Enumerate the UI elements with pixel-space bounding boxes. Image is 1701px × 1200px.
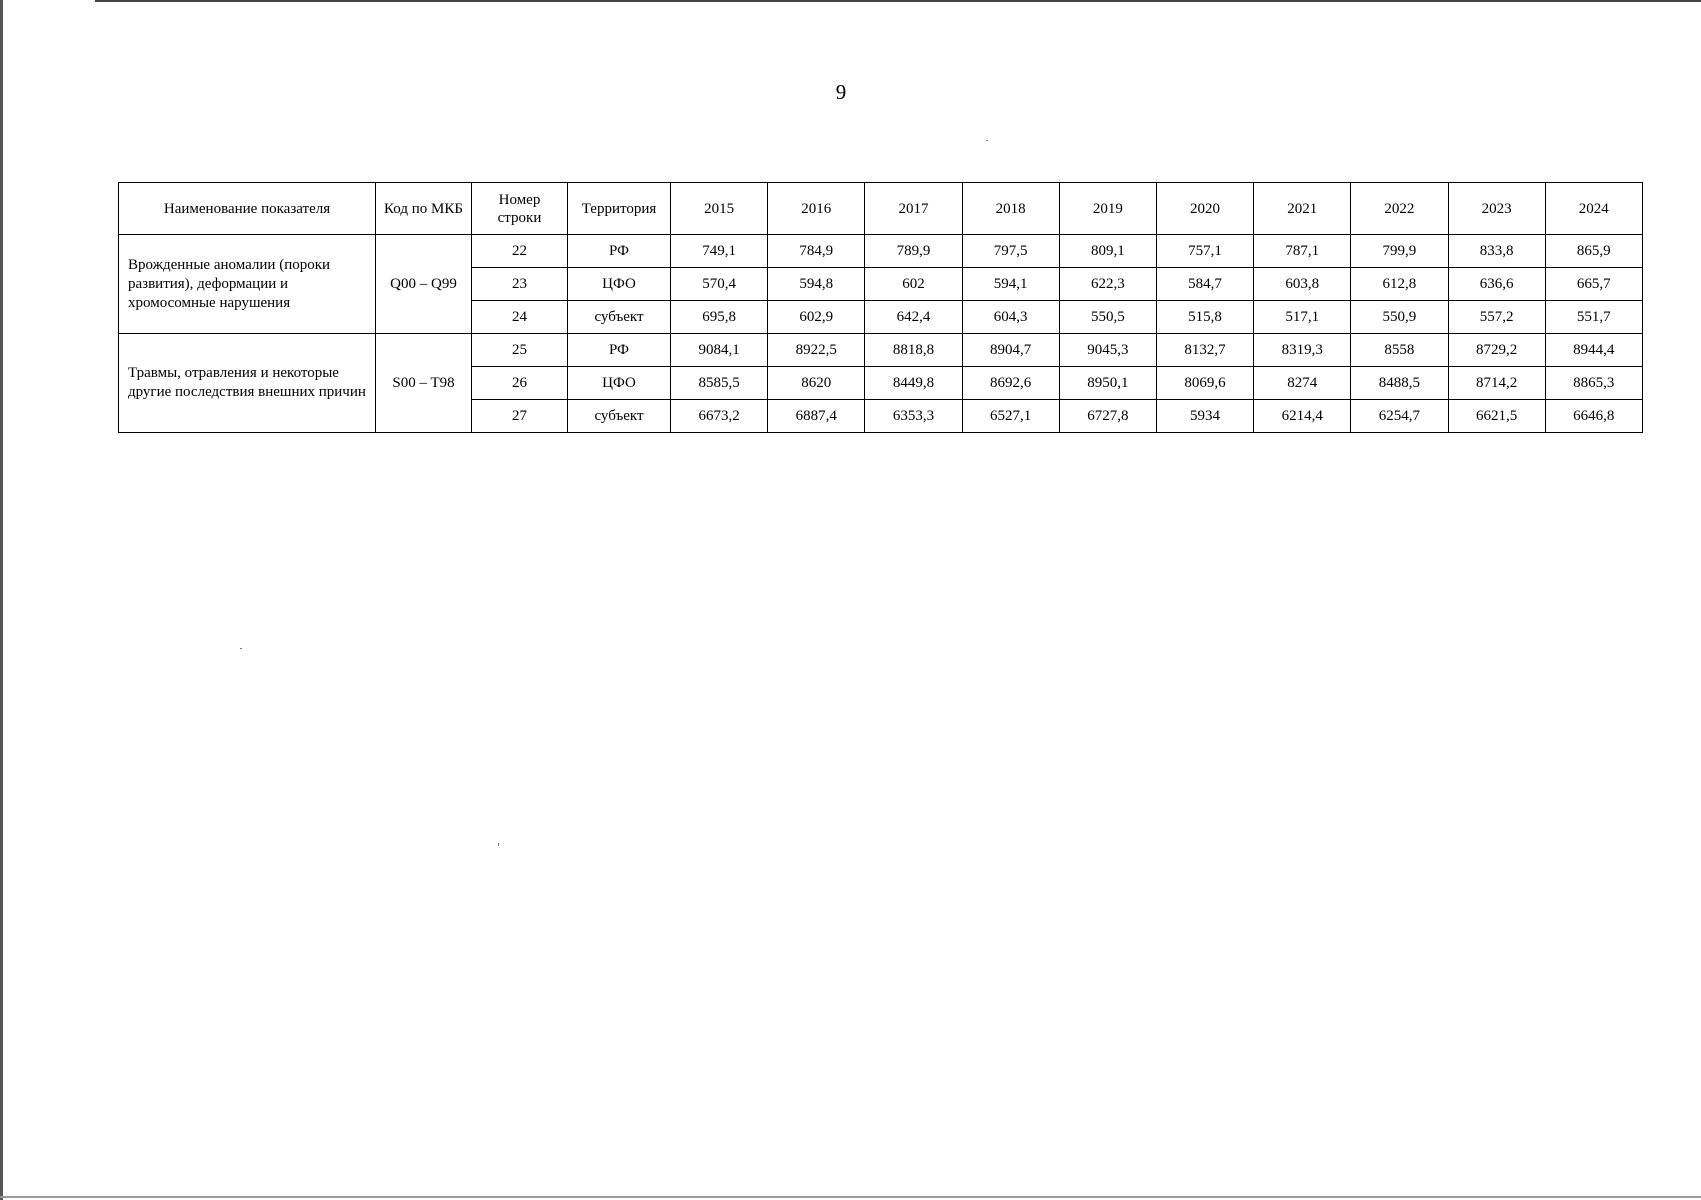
value-cell: 6254,7 bbox=[1351, 400, 1448, 433]
header-year: 2021 bbox=[1254, 183, 1351, 235]
value-cell: 622,3 bbox=[1059, 268, 1156, 301]
value-cell: 8729,2 bbox=[1448, 334, 1545, 367]
value-cell: 8132,7 bbox=[1156, 334, 1253, 367]
value-cell: 6621,5 bbox=[1448, 400, 1545, 433]
value-cell: 9084,1 bbox=[671, 334, 768, 367]
value-cell: 642,4 bbox=[865, 301, 962, 334]
value-cell: 8319,3 bbox=[1254, 334, 1351, 367]
value-cell: 8865,3 bbox=[1545, 367, 1642, 400]
territory: субъект bbox=[568, 301, 671, 334]
table-row bbox=[119, 235, 1643, 268]
value-cell: 5934 bbox=[1156, 400, 1253, 433]
value-cell: 8449,8 bbox=[865, 367, 962, 400]
line-number: 27 bbox=[472, 400, 568, 433]
territory: ЦФО bbox=[568, 268, 671, 301]
value-cell: 789,9 bbox=[865, 235, 962, 268]
territory: РФ bbox=[568, 334, 671, 367]
value-cell: 6214,4 bbox=[1254, 400, 1351, 433]
scan-speck bbox=[498, 843, 499, 846]
value-cell: 6673,2 bbox=[671, 400, 768, 433]
value-cell: 584,7 bbox=[1156, 268, 1253, 301]
value-cell: 8274 bbox=[1254, 367, 1351, 400]
value-cell: 8818,8 bbox=[865, 334, 962, 367]
icd-code: Q00 – Q99 bbox=[376, 235, 472, 334]
value-cell: 8585,5 bbox=[671, 367, 768, 400]
value-cell: 602 bbox=[865, 268, 962, 301]
header-year: 2019 bbox=[1059, 183, 1156, 235]
value-cell: 809,1 bbox=[1059, 235, 1156, 268]
value-cell: 515,8 bbox=[1156, 301, 1253, 334]
header-territory: Территория bbox=[568, 183, 671, 235]
line-number: 22 bbox=[472, 235, 568, 268]
value-cell: 550,9 bbox=[1351, 301, 1448, 334]
scan-speck bbox=[986, 140, 988, 141]
value-cell: 8488,5 bbox=[1351, 367, 1448, 400]
scan-speck bbox=[240, 648, 242, 649]
line-number: 25 bbox=[472, 334, 568, 367]
value-cell: 8069,6 bbox=[1156, 367, 1253, 400]
header-year: 2018 bbox=[962, 183, 1059, 235]
value-cell: 6646,8 bbox=[1545, 400, 1642, 433]
value-cell: 8950,1 bbox=[1059, 367, 1156, 400]
header-year: 2016 bbox=[768, 183, 865, 235]
value-cell: 594,1 bbox=[962, 268, 1059, 301]
value-cell: 603,8 bbox=[1254, 268, 1351, 301]
scan-edge-top bbox=[95, 0, 1701, 2]
value-cell: 604,3 bbox=[962, 301, 1059, 334]
scan-edge-left bbox=[0, 0, 3, 1200]
value-cell: 6353,3 bbox=[865, 400, 962, 433]
value-cell: 602,9 bbox=[768, 301, 865, 334]
indicator-name: Травмы, отравления и некоторые другие последствия внешних причин bbox=[119, 334, 376, 433]
statistics-table bbox=[118, 182, 1643, 433]
value-cell: 784,9 bbox=[768, 235, 865, 268]
value-cell: 749,1 bbox=[671, 235, 768, 268]
header-year: 2024 bbox=[1545, 183, 1642, 235]
value-cell: 695,8 bbox=[671, 301, 768, 334]
header-line-number: Номер строки bbox=[472, 183, 568, 235]
value-cell: 787,1 bbox=[1254, 235, 1351, 268]
value-cell: 8904,7 bbox=[962, 334, 1059, 367]
value-cell: 570,4 bbox=[671, 268, 768, 301]
value-cell: 612,8 bbox=[1351, 268, 1448, 301]
line-number: 26 bbox=[472, 367, 568, 400]
line-number: 23 bbox=[472, 268, 568, 301]
value-cell: 8922,5 bbox=[768, 334, 865, 367]
table-header-row bbox=[119, 183, 1643, 235]
header-year: 2020 bbox=[1156, 183, 1253, 235]
value-cell: 8944,4 bbox=[1545, 334, 1642, 367]
territory: ЦФО bbox=[568, 367, 671, 400]
header-year: 2015 bbox=[671, 183, 768, 235]
value-cell: 8620 bbox=[768, 367, 865, 400]
table-row bbox=[119, 334, 1643, 367]
value-cell: 865,9 bbox=[1545, 235, 1642, 268]
value-cell: 594,8 bbox=[768, 268, 865, 301]
header-indicator: Наименование показателя bbox=[119, 183, 376, 235]
territory: РФ bbox=[568, 235, 671, 268]
value-cell: 6887,4 bbox=[768, 400, 865, 433]
value-cell: 517,1 bbox=[1254, 301, 1351, 334]
value-cell: 8714,2 bbox=[1448, 367, 1545, 400]
value-cell: 8692,6 bbox=[962, 367, 1059, 400]
value-cell: 797,5 bbox=[962, 235, 1059, 268]
value-cell: 757,1 bbox=[1156, 235, 1253, 268]
territory: субъект bbox=[568, 400, 671, 433]
header-year: 2017 bbox=[865, 183, 962, 235]
value-cell: 557,2 bbox=[1448, 301, 1545, 334]
value-cell: 551,7 bbox=[1545, 301, 1642, 334]
header-year: 2023 bbox=[1448, 183, 1545, 235]
value-cell: 6527,1 bbox=[962, 400, 1059, 433]
value-cell: 799,9 bbox=[1351, 235, 1448, 268]
scan-edge-bottom bbox=[0, 1196, 1701, 1198]
value-cell: 636,6 bbox=[1448, 268, 1545, 301]
page-number: 9 bbox=[835, 80, 847, 104]
value-cell: 8558 bbox=[1351, 334, 1448, 367]
header-year: 2022 bbox=[1351, 183, 1448, 235]
value-cell: 6727,8 bbox=[1059, 400, 1156, 433]
value-cell: 665,7 bbox=[1545, 268, 1642, 301]
header-code: Код по МКБ bbox=[376, 183, 472, 235]
indicator-name: Врожденные аномалии (пороки развития), деформации и хромосомные нарушения bbox=[119, 235, 376, 334]
value-cell: 550,5 bbox=[1059, 301, 1156, 334]
value-cell: 833,8 bbox=[1448, 235, 1545, 268]
line-number: 24 bbox=[472, 301, 568, 334]
icd-code: S00 – T98 bbox=[376, 334, 472, 433]
value-cell: 9045,3 bbox=[1059, 334, 1156, 367]
